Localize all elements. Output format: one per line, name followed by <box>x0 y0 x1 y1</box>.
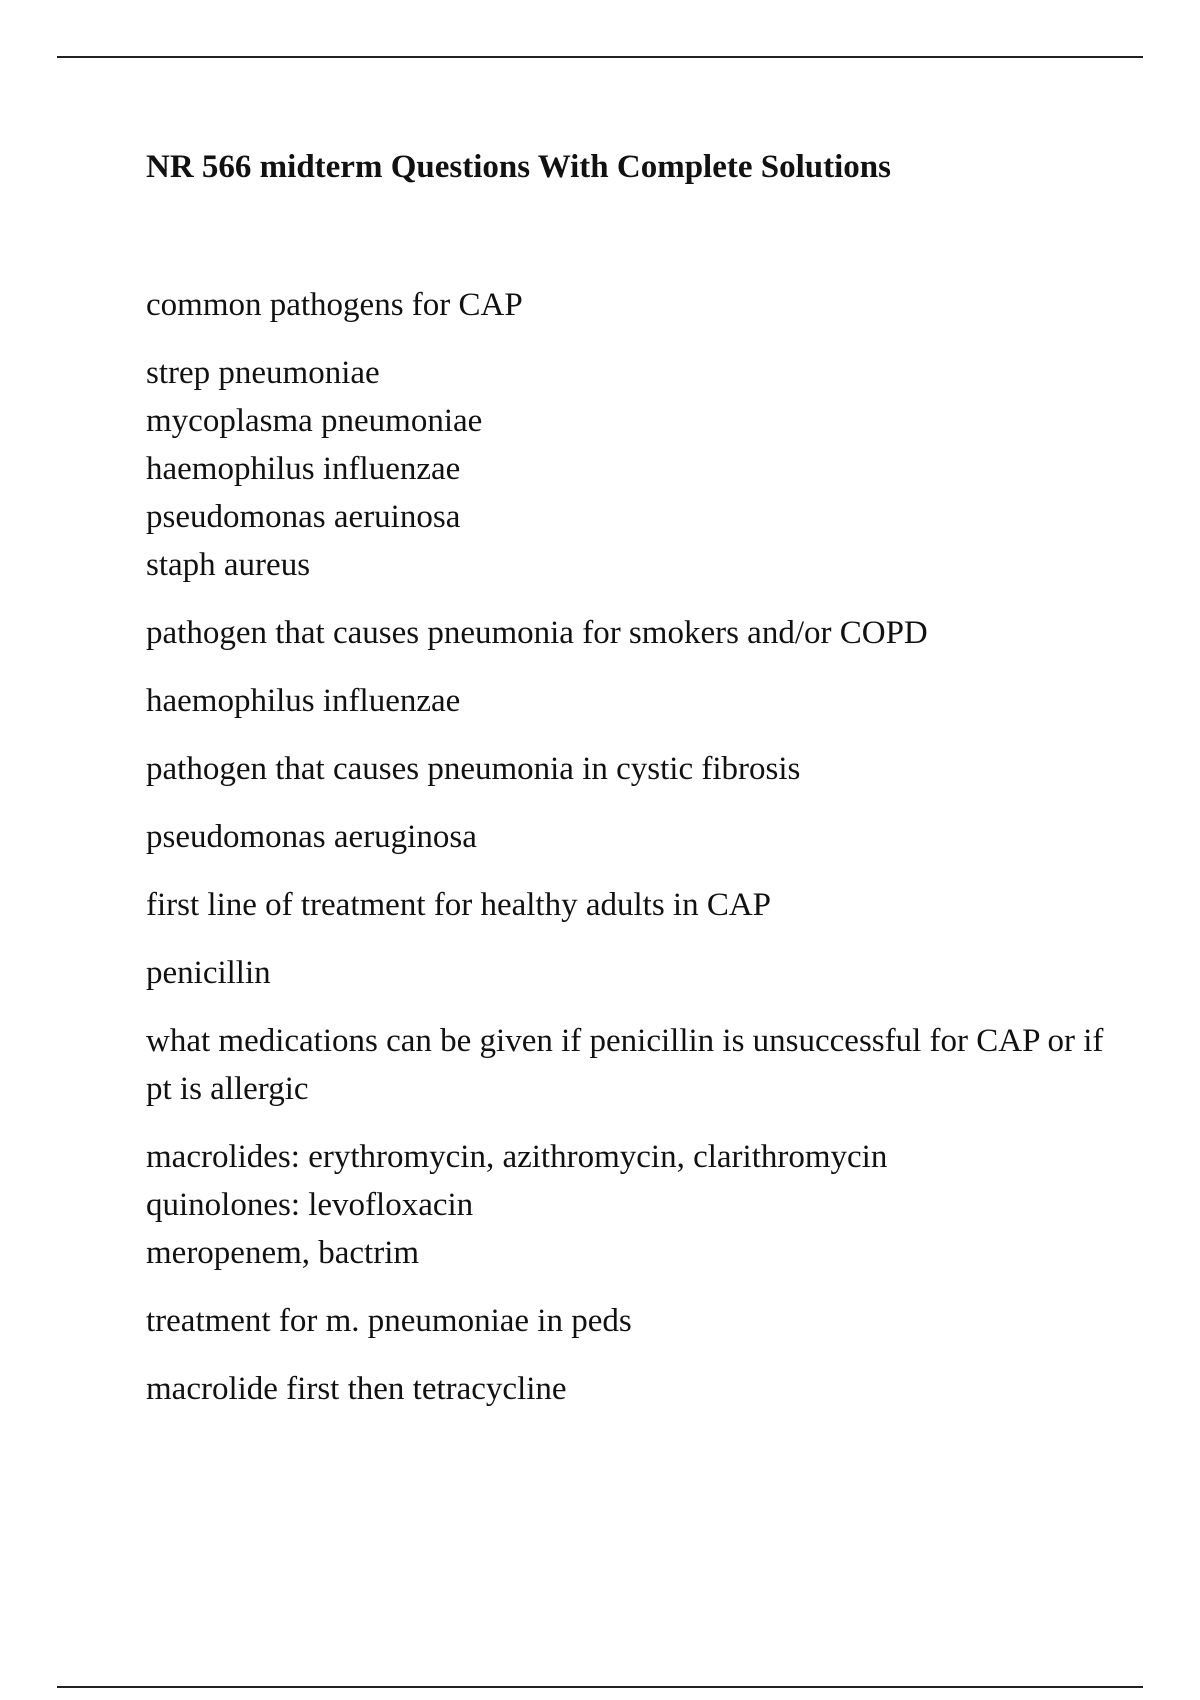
answer-1 <box>146 349 1106 589</box>
answer-line: macrolides: erythromycin, azithromycin, clarithromycin <box>146 1139 888 1175</box>
answer-line: mycoplasma pneumoniae <box>146 403 483 439</box>
header-rule <box>57 56 1143 58</box>
answer-3 <box>146 813 1106 861</box>
answer-line: meropenem, bactrim <box>146 1235 420 1271</box>
answer-line: quinolones: levofloxacin <box>146 1187 474 1223</box>
question-6 <box>146 1297 1106 1345</box>
question-5 <box>146 1017 1106 1113</box>
answer-5 <box>146 1133 1106 1277</box>
question-3 <box>146 745 1106 793</box>
question-text: what medications can be given if penicillin is unsuccessful for CAP or if pt is allergic <box>146 1023 1104 1107</box>
answer-line: penicillin <box>146 955 271 991</box>
question-text: common pathogens for CAP <box>146 287 523 323</box>
question-text: pathogen that causes pneumonia for smokers and/or COPD <box>146 615 928 651</box>
question-4 <box>146 881 1106 929</box>
answer-line: strep pneumoniae <box>146 355 380 391</box>
answer-line: macrolide first then tetracycline <box>146 1371 567 1407</box>
footer-rule <box>57 1686 1143 1688</box>
question-1 <box>146 281 1106 329</box>
qa-list <box>146 281 1106 1433</box>
question-2 <box>146 609 1106 657</box>
question-text: treatment for m. pneumoniae in peds <box>146 1303 632 1339</box>
answer-4 <box>146 949 1106 997</box>
answer-line: pseudomonas aeruinosa <box>146 499 461 535</box>
answer-line: staph aureus <box>146 547 311 583</box>
question-text: first line of treatment for healthy adults in CAP <box>146 887 772 923</box>
page-title: NR 566 midterm Questions With Complete Solutions <box>146 149 891 185</box>
answer-line: pseudomonas aeruginosa <box>146 819 477 855</box>
answer-line: haemophilus influenzae <box>146 683 461 719</box>
question-text: pathogen that causes pneumonia in cystic fibrosis <box>146 751 801 787</box>
answer-line: haemophilus influenzae <box>146 451 461 487</box>
answer-2 <box>146 677 1106 725</box>
answer-6 <box>146 1365 1106 1413</box>
